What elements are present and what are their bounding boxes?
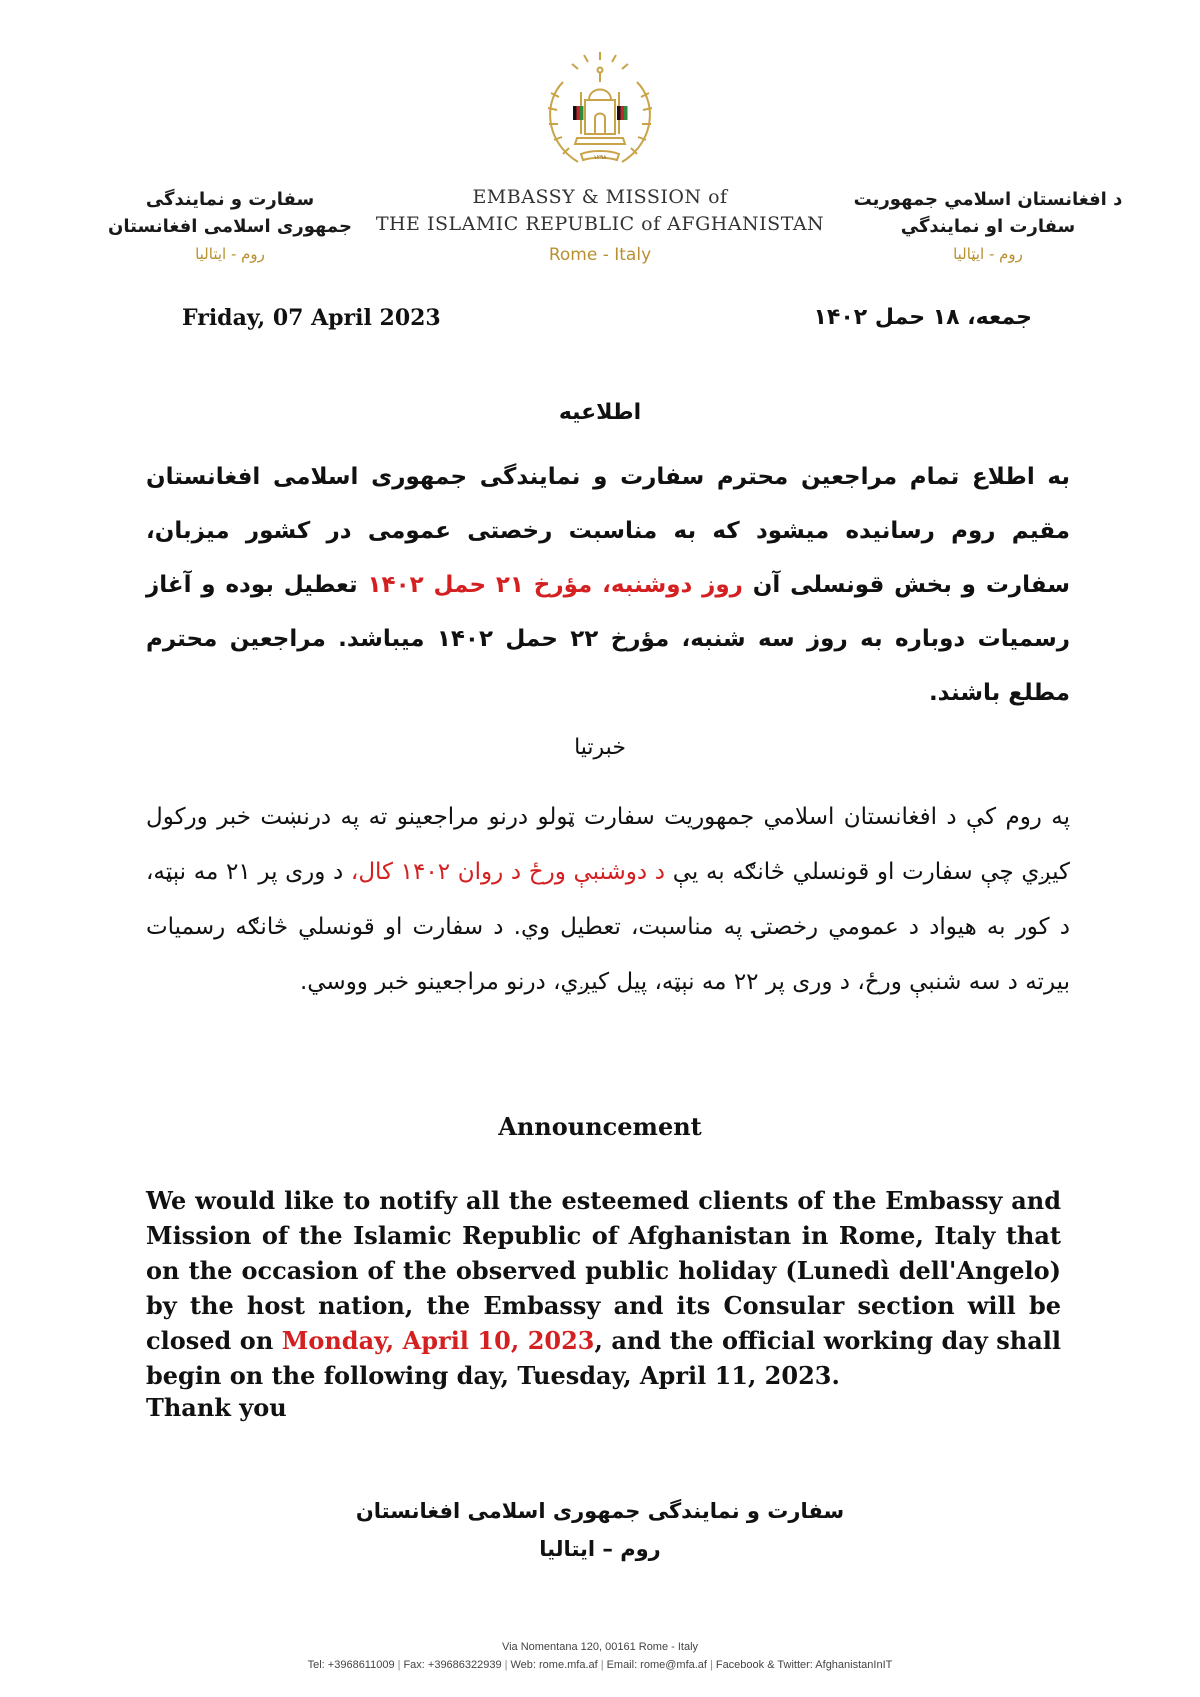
footer-social: Facebook & Twitter: AfghanistanInIT bbox=[715, 1659, 893, 1671]
letterhead-pashto-line2: سفارت او نمایندگي bbox=[900, 216, 1076, 237]
letterhead-english bbox=[370, 184, 830, 272]
letterhead-english-city: Rome - Italy bbox=[548, 245, 652, 265]
persian-paragraph bbox=[146, 450, 1070, 720]
persian-text-2: تعطیل بوده و آغاز رسمیات دوباره به روز سه شنبه، مؤرخ ۲۲ حمل ۱۴۰۲ میباشد. مراجعین محترم مطلع باشند. bbox=[146, 572, 1070, 706]
signature-line1: سفارت و نمایندگی جمهوری اسلامی افغانستان bbox=[355, 1499, 845, 1523]
page-footer bbox=[0, 1638, 1200, 1674]
letterhead-dari bbox=[100, 186, 360, 268]
letterhead-dari-line1: سفارت و نمایندگی bbox=[145, 189, 315, 210]
letterhead bbox=[0, 0, 1200, 270]
letterhead-pashto-line1: د افغانستان اسلامي جمهوریت bbox=[853, 189, 1123, 210]
signature-block bbox=[0, 1492, 1200, 1568]
footer-address: Via Nomentana 120, 00161 Rome - Italy bbox=[501, 1641, 699, 1653]
pashto-title: خبرتیا bbox=[574, 735, 626, 760]
english-title: Announcement bbox=[498, 1112, 702, 1141]
english-text-2: , and the official working day shall begin on the following day, Tuesday, April 11, 2023. bbox=[146, 1326, 1062, 1390]
footer-fax: Fax: +39686322939 bbox=[403, 1659, 502, 1671]
pashto-text-1: په روم کې د افغانستان اسلامي جمهوریت سفارت ټولو درنو مراجعینو ته په درنښت خبر ورکول کیږي چې سفارت او قونسلي څانګه به یې bbox=[146, 804, 1070, 885]
letterhead-dari-city: روم - ایتالیا bbox=[195, 245, 265, 263]
english-highlight: Monday, April 10, 2023 bbox=[281, 1326, 595, 1355]
footer-web: Web: rome.mfa.af bbox=[510, 1659, 598, 1671]
footer-contacts: Tel: +3968611009 | Fax: +39686322939 | Web: rome.mfa.af | Email: rome@mfa.af | Facebook & Twitter: AfghanistanInIT bbox=[307, 1659, 893, 1671]
national-emblem-icon bbox=[533, 42, 667, 174]
date-persian: جمعه، ۱۸ حمل ۱۴۰۲ bbox=[813, 305, 1032, 330]
letterhead-pashto-city: روم - ایټالیا bbox=[953, 245, 1023, 263]
letterhead-english-line2: THE ISLAMIC REPUBLIC of AFGHANISTAN bbox=[375, 213, 825, 235]
date-english: Friday, 07 April 2023 bbox=[182, 305, 441, 331]
persian-title: اطلاعیه bbox=[558, 400, 642, 425]
emblem-year: ۱۲۹۸ bbox=[593, 154, 607, 161]
persian-text-1: به اطلاع تمام مراجعین محترم سفارت و نمایندگی جمهوری اسلامی افغانستان مقیم روم رسانیده میشود که به مناسبت رخصتی عمومی در کشور میزبان، سفارت و بخش قونسلی آن bbox=[146, 464, 1070, 598]
signature-line2: روم – ایتالیا bbox=[539, 1537, 661, 1561]
persian-highlight: روز دوشنبه، مؤرخ ۲۱ حمل ۱۴۰۲ bbox=[367, 572, 743, 598]
letterhead-english-line1: EMBASSY & MISSION of bbox=[472, 186, 728, 208]
footer-email: Email: rome@mfa.af bbox=[606, 1659, 707, 1671]
pashto-paragraph bbox=[146, 790, 1070, 1010]
footer-tel: Tel: +3968611009 bbox=[307, 1659, 395, 1671]
english-thanks: Thank you bbox=[146, 1393, 287, 1422]
letterhead-pashto bbox=[848, 186, 1128, 268]
pashto-text-2: د وری پر ۲۱ مه نېټه، د کور به هیواد د عمومي رخصتۍ په مناسبت، تعطیل وي. د سفارت او قونسلي څانګه رسمیات بیرته د سه شنبې ورځ، د وری پر ۲۲ مه نېټه، پیل کیږي، درنو مراجعینو خبر ووسي. bbox=[146, 859, 1070, 995]
english-paragraph bbox=[146, 1183, 1061, 1393]
letterhead-dari-line2: جمهوری اسلامی افغانستان bbox=[108, 216, 352, 237]
english-text-1: We would like to notify all the esteemed clients of the Embassy and Mission of the Islamic Republic of Afghanistan in Rome, Italy that on the occasion of the observed public holiday (Lunedì dell'Angelo) by the host nation, the Embassy and its Consular section will be closed on bbox=[146, 1186, 1061, 1355]
pashto-highlight: د دوشنبې ورځ د روان ۱۴۰۲ کال، bbox=[350, 859, 666, 885]
